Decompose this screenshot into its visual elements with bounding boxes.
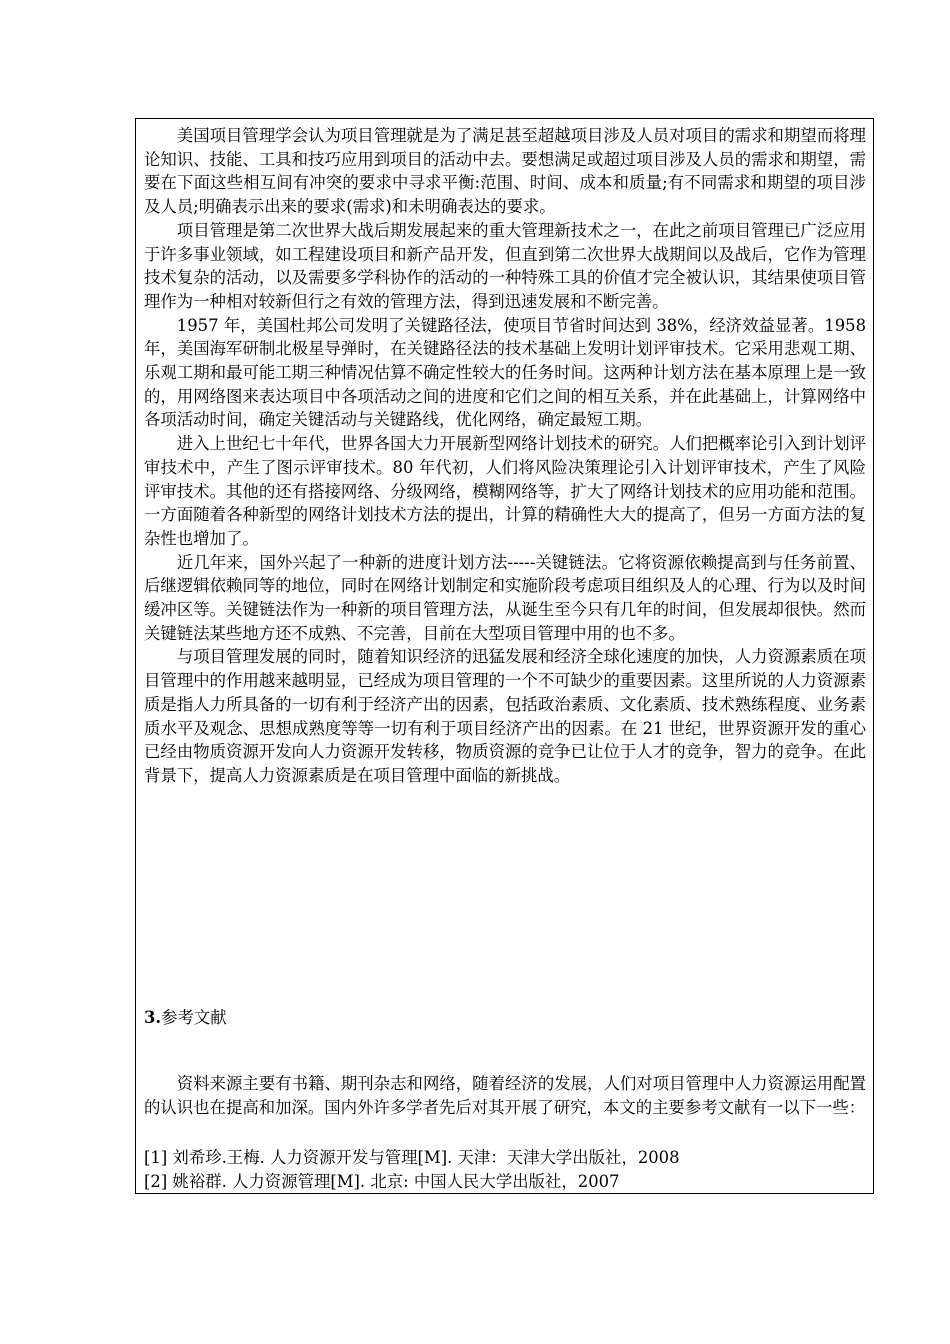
paragraph-pm-history: 项目管理是第二次世界大战后期发展起来的重大管理新技术之一，在此之前项目管理已广泛应用于许多事业领域，如工程建设项目和新产品开发，但直到第二次世界大战期间以及战后，它作为管理技术复杂的活动，以及需要多学科协作的活动的一种特殊工具的价值才完全被认识，其结果使项目管理作为一种相对较新但行之有效的管理方法，得到迅速发展和不断完善。 bbox=[144, 220, 866, 311]
reference-item: [2] 姚裕群. 人力资源管理[M]. 北京: 中国人民大学出版社，2007 bbox=[144, 1171, 620, 1191]
paragraph-pm-definition: 美国项目管理学会认为项目管理就是为了满足甚至超越项目涉及人员对项目的需求和期望而将理论知识、技能、工具和技巧应用到项目的活动中去。要想满足或超过项目涉及人员的需求和期望，需要在下面这些相互间有冲突的要求中寻求平衡:范围、时间、成本和质量;有不同需求和期望的项目涉及人员;明确表示出来的要求(需求)和未明确表达的要求。 bbox=[144, 126, 866, 217]
reference-list bbox=[144, 1146, 866, 1193]
paragraph-network-techniques: 进入上世纪七十年代，世界各国大力开展新型网络计划技术的研究。人们把概率论引入到计划评审技术中，产生了图示评审技术。80 年代初，人们将风险决策理论引入计划评审技术，产生了风险评审技术。其他的还有搭接网络、分级网络，模糊网络等，扩大了网络计划技术的应用功能和范围。一方面随着各种新型的网络计划技术方法的提出，计算的精确性大大的提高了，但另一方面方法的复杂性也增加了。 bbox=[144, 434, 866, 548]
section-title: 参考文献 bbox=[161, 1008, 227, 1027]
reference-item: [1] 刘希珍.王梅. 人力资源开发与管理[M]. 天津：天津大学出版社，2008 bbox=[144, 1148, 680, 1167]
section-number: 3. bbox=[144, 1008, 162, 1027]
references-intro: 资料来源主要有书籍、期刊杂志和网络，随着经济的发展，人们对项目管理中人力资源运用配置的认识也在提高和加深。国内外许多学者先后对其开展了研究，本文的主要参考文献有一以下一些： bbox=[144, 1074, 866, 1117]
document-body bbox=[144, 124, 866, 1191]
paragraph-critical-chain: 近几年来，国外兴起了一种新的进度计划方法-----关键链法。它将资源依赖提高到与任务前置、后继逻辑依赖同等的地位，同时在网络计划制定和实施阶段考虑项目组织及人的心理、行为以及时间缓冲区等。关键链法作为一种新的项目管理方法，从诞生至今只有几年的时间，但发展却很快。然而关键链法某些地方还不成熟、不完善，目前在大型项目管理中用的也不多。 bbox=[144, 552, 866, 643]
paragraph-human-resources: 与项目管理发展的同时，随着知识经济的迅猛发展和经济全球化速度的加快，人力资源素质在项目管理中的作用越来越明显，已经成为项目管理的一个不可缺少的重要因素。这里所说的人力资源素质是指人力所具备的一切有利于经济产出的因素，包括政治素质、文化素质、技术熟练程度、业务素质水平及观念、思想成熟度等等一切有利于项目经济产出的因素。在 21 世纪，世界资源开发的重心已经由物质资源开发向人力资源开发转移，物质资源的竞争已让位于人才的竞争，智力的竞争。在此背景下，提高人力资源素质是在项目管理中面临的新挑战。 bbox=[144, 647, 866, 785]
section-heading-references bbox=[144, 1006, 227, 1030]
paragraph-cpm-pert: 1957 年，美国杜邦公司发明了关键路径法，使项目节省时间达到 38%，经济效益显著。1958 年，美国海军研制北极星导弹时，在关键路径法的技术基础上发明计划评审技术。它采用悲观工期、乐观工期和最可能工期三种情况估算不确定性较大的任务时间。这两种计划方法在基本原理上是一致的，用网络图来表达项目中各项活动之间的进度和它们之间的相互关系，并在此基础上，计算网络中各项活动时间，确定关键活动与关键路线，优化网络，确定最短工期。 bbox=[144, 315, 866, 430]
